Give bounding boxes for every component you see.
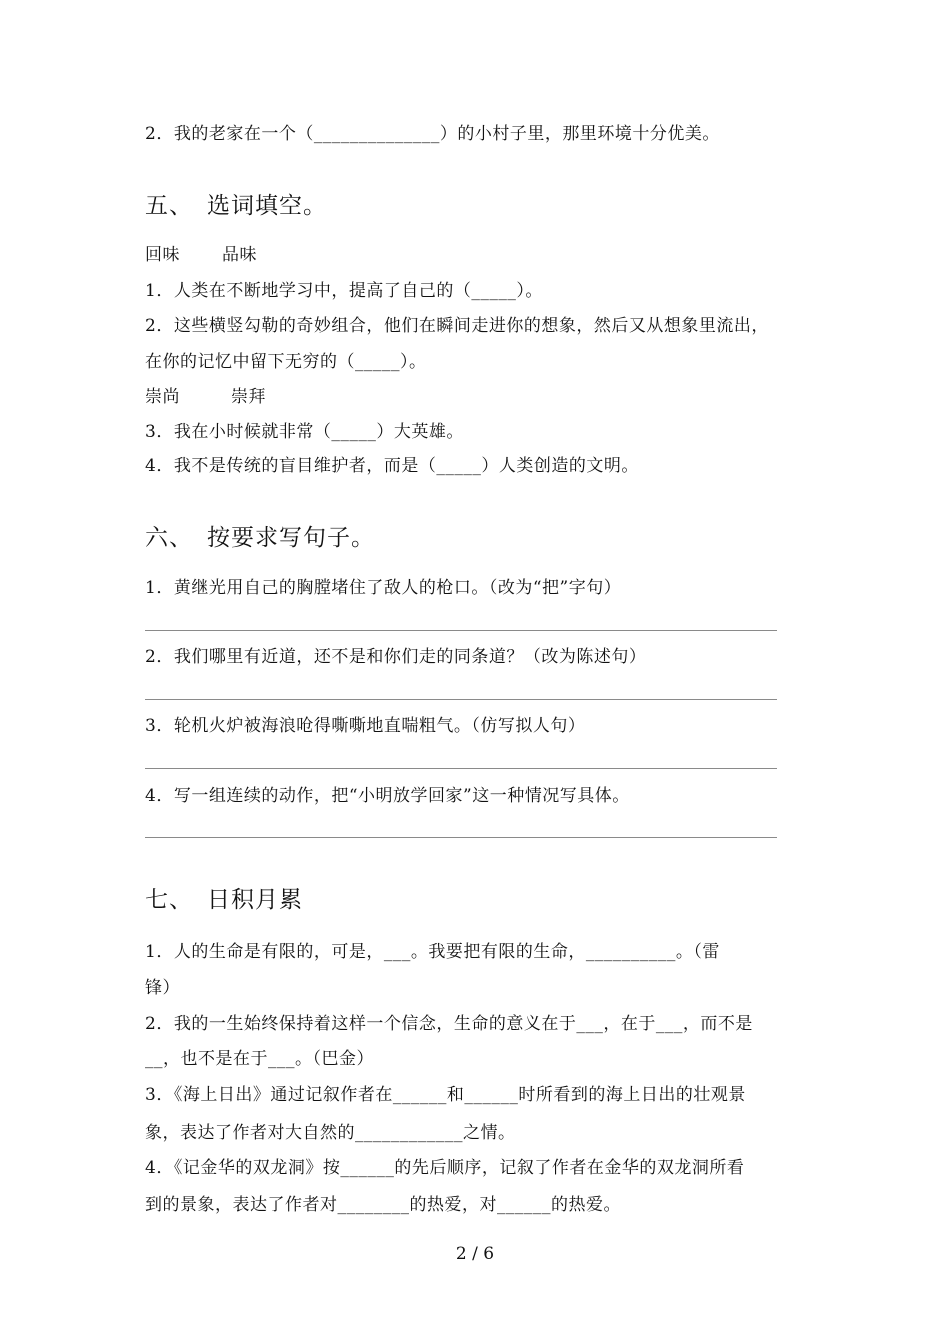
section-title: 选词填空。 [207, 193, 327, 219]
section-title: 日积月累 [207, 887, 303, 913]
question-text: 3．我在小时候就非常（_____）大英雄。 [145, 422, 464, 442]
question-text: 锋） [145, 978, 180, 998]
section-title: 按要求写句子。 [207, 525, 375, 551]
answer-line[interactable] [145, 768, 777, 769]
section-heading-7 [145, 885, 303, 915]
section-number: 七、 [145, 887, 193, 913]
section-number: 六、 [145, 525, 193, 551]
question-text: 1．黄继光用自己的胸膛堵住了敌人的枪口。（改为“把”字句） [145, 578, 622, 598]
word-choice: 崇拜 [231, 387, 266, 407]
page-number: 2 / 6 [455, 1244, 495, 1264]
answer-line[interactable] [145, 699, 777, 700]
word-choice: 品味 [222, 245, 257, 265]
section-number: 五、 [145, 193, 193, 219]
question-text: 1．人类在不断地学习中，提高了自己的（_____）。 [145, 281, 543, 301]
word-choices [145, 386, 266, 408]
question-text: 2．我的一生始终保持着这样一个信念，生命的意义在于___，在于___，而不是 [145, 1014, 753, 1034]
question-text: 到的景象，表达了作者对________的热爱，对______的热爱。 [145, 1195, 621, 1215]
question-text: 2．我们哪里有近道，还不是和你们走的同条道？（改为陈述句） [145, 647, 647, 667]
section-heading-5 [145, 191, 327, 221]
question-text: 在你的记忆中留下无穷的（_____）。 [145, 352, 427, 372]
question-text: 4．《记金华的双龙洞》按______的先后顺序，记叙了作者在金华的双龙洞所看 [145, 1158, 745, 1178]
question-text: 2．我的老家在一个（______________）的小村子里，那里环境十分优美。 [145, 124, 720, 144]
word-choices [145, 244, 257, 266]
question-text: 4．我不是传统的盲目维护者，而是（_____）人类创造的文明。 [145, 456, 639, 476]
question-text: 1．人的生命是有限的，可是，___。我要把有限的生命，__________。（雷 [145, 942, 720, 962]
question-text: 象，表达了作者对大自然的____________之情。 [145, 1123, 516, 1143]
question-text: 2．这些横竖勾勒的奇妙组合，他们在瞬间走进你的想象，然后又从想象里流出， [145, 316, 769, 336]
word-choice: 回味 [145, 245, 180, 265]
word-choice: 崇尚 [145, 387, 180, 407]
section-heading-6 [145, 523, 375, 553]
question-text: 3．轮机火炉被海浪呛得嘶嘶地直喘粗气。（仿写拟人句） [145, 716, 586, 736]
question-text: __，也不是在于___。（巴金） [145, 1049, 374, 1069]
answer-line[interactable] [145, 837, 777, 838]
question-text: 3．《海上日出》通过记叙作者在______和______时所看到的海上日出的壮观景 [145, 1085, 746, 1105]
answer-line[interactable] [145, 630, 777, 631]
question-text: 4．写一组连续的动作，把“小明放学回家”这一种情况写具体。 [145, 786, 630, 806]
